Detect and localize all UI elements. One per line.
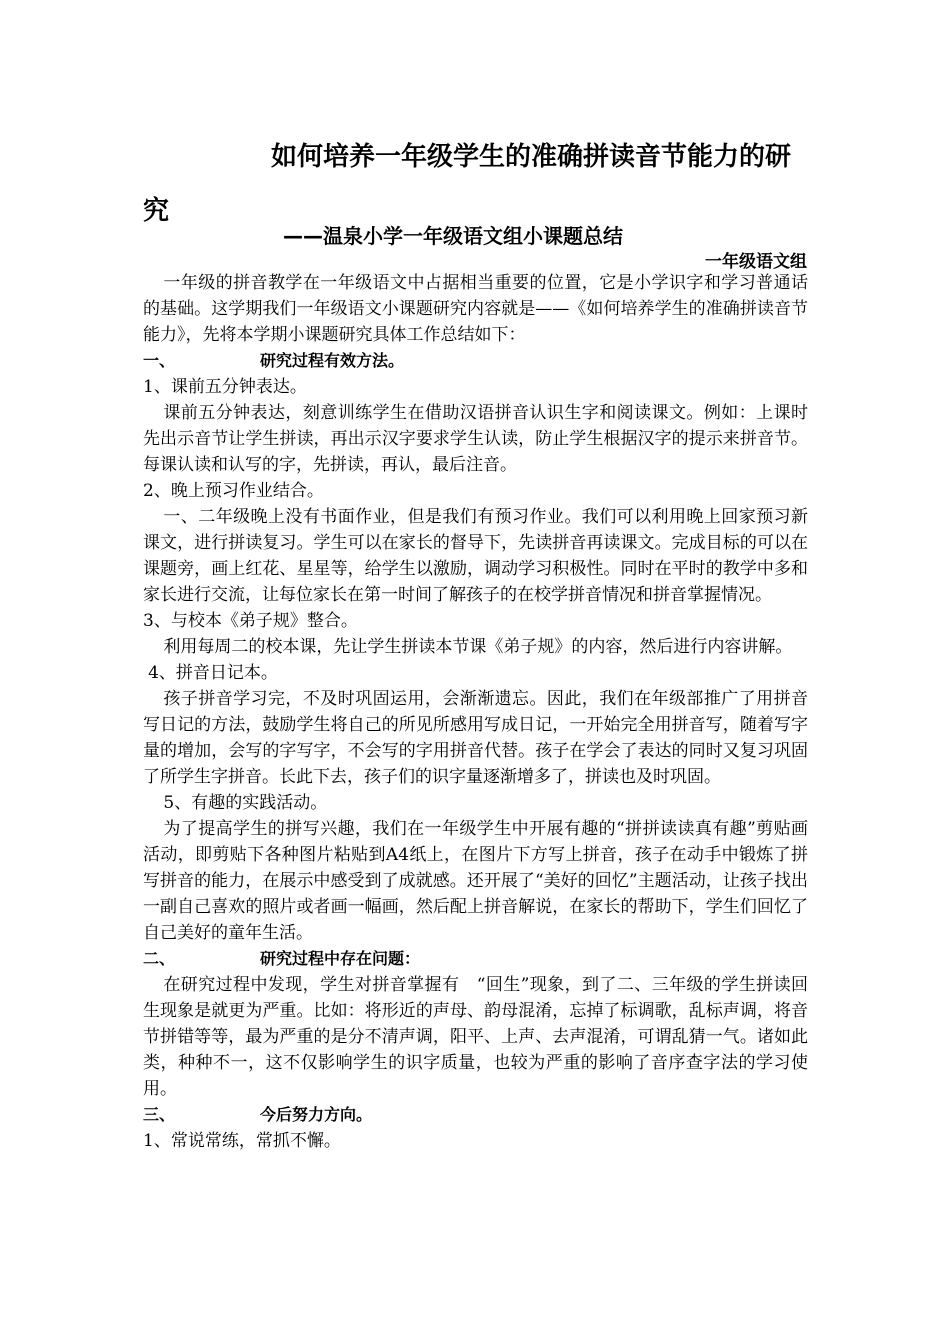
subsection-text: 利用每周二的校本课，先让学生拼读本节课《弟子规》的内容，然后进行内容讲解。 <box>163 637 793 657</box>
subsection-text: 课前五分钟表达，刻意训练学生在借助汉语拼音认识生字和阅读课文。例如：上课时先出示音节让学生拼读，再出示汉字要求学生认读，防止学生根据汉字的提示来拼音节。每课认读和认写的字，先拼读，再认，最后注音。 <box>143 403 808 475</box>
subsection-label: 2、晚上预习作业结合。 <box>143 481 324 501</box>
section-heading-1 <box>143 348 808 374</box>
section-number: 一、 <box>143 351 176 370</box>
subsection-label: 5、有趣的实践活动。 <box>163 793 328 813</box>
document-author: 一年级语文组 <box>705 252 807 272</box>
subsection-label: 4、拼音日记本。 <box>148 663 278 683</box>
document-subtitle: ——温泉小学一年级语文组小课题总结 <box>283 224 623 248</box>
document-title: 如何培养一年级学生的准确拼读音节能力的研究 <box>143 142 792 226</box>
section-number: 三、 <box>143 1105 176 1124</box>
section-text: 在研究过程中发现，学生对拼音掌握有 “回生”现象，到了二、三年级的学生拼读回生现象是就更为严重。比如：将形近的声母、韵母混淆，忘掉了标调歌，乱标声调，将音节拼错等等，最为严重的是分不清声调，阳平、上声、去声混淆，可谓乱猜一气。诸如此类，种种不一，这不仅影响学生的识字质量，也较为严重的影响了音序查字法的学习使用。 <box>143 975 808 1099</box>
subsection-label: 1、常说常练，常抓不懈。 <box>143 1131 341 1151</box>
subsection-text: 孩子拼音学习完，不及时巩固运用，会渐渐遗忘。因此，我们在年级部推广了用拼音写日记的方法，鼓励学生将自己的所见所感用写成日记，一开始完全用拼音写，随着写字量的增加，会写的字写字，不会写的字用拼音代替。孩子在学会了表达的同时又复习巩固了所学生字拼音。长此下去，孩子们的识字量逐渐增多了，拼读也及时巩固。 <box>143 689 808 787</box>
section-title: 研究过程有效方法。 <box>260 351 405 370</box>
section-title: 研究过程中存在问题： <box>260 949 421 968</box>
subsection-text: 为了提高学生的拼写兴趣，我们在一年级学生中开展有趣的“拼拼读读真有趣”剪贴画活动，即剪贴下各种图片粘贴到A4纸上，在图片下方写上拼音，孩子在动手中锻炼了拼写拼音的能力，在展示中感受到了成就感。还开展了“美好的回忆”主题活动，让孩子找出一副自己喜欢的照片或者画一幅画，然后配上拼音解说，在家长的帮助下，学生们回忆了自己美好的童年生活。 <box>143 819 808 943</box>
subsection-text: 一、二年级晚上没有书面作业，但是我们有预习作业。我们可以利用晚上回家预习新课文，进行拼读复习。学生可以在家长的督导下，先读拼音再读课文。完成目标的可以在课题旁，画上红花、星星等，给学生以激励，调动学习积极性。同时在平时的教学中多和家长进行交流，让每位家长在第一时间了解孩子的在校学拼音情况和拼音掌握情况。 <box>143 507 808 605</box>
subsection-label: 1、课前五分钟表达。 <box>143 377 307 397</box>
document-body <box>143 270 808 1154</box>
subsection-label: 3、与校本《弟子规》整合。 <box>143 611 358 631</box>
intro-paragraph: 一年级的拼音教学在一年级语文中占据相当重要的位置，它是小学识字和学习普通话的基础。这学期我们一年级语文小课题研究内容就是——《如何培养学生的准确拼读音节能力》，先将本学期小课题研究具体工作总结如下： <box>143 273 808 345</box>
section-heading-2 <box>143 946 808 972</box>
section-title: 今后努力方向。 <box>260 1105 373 1124</box>
section-number: 二、 <box>143 949 176 968</box>
section-heading-3 <box>143 1102 808 1128</box>
